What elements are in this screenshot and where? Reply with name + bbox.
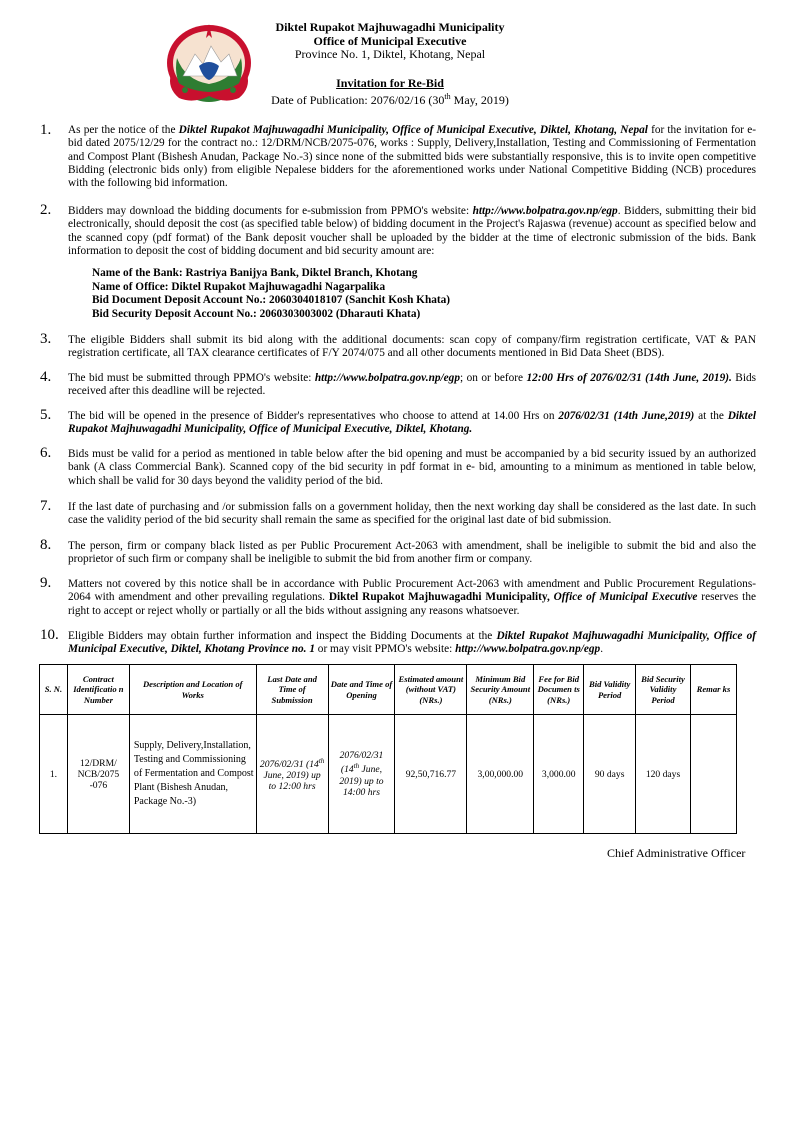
paragraph-5: [68, 410, 756, 437]
item-number-7: 7.: [40, 498, 52, 514]
cell-fee: 3,000.00: [534, 715, 584, 834]
address: Province No. 1, Diktel, Khotang, Nepal: [294, 47, 486, 61]
item-number-4: 4.: [40, 369, 52, 385]
p5-venue: Diktel Rupakot Majhuwagadhi Municipality, Office of Municipal Executive, Diktel, Khotang.: [68, 410, 756, 436]
p1-sep: ,: [386, 124, 393, 136]
bank-security-account: Bid Security Deposit Account No.: 2060303003002 (Dharauti Khata): [92, 307, 421, 320]
p1-text: As per the notice of the: [68, 124, 179, 136]
p1-office: Office of Municipal Executive, Diktel, Khotang, Nepal: [392, 124, 648, 136]
paragraph-6: Bids must be valid for a period as mentioned in table below after the bid opening and must be accompanied by a bid security issued by an authorized bank (A class Commercial Bank). Scanned copy of the bid security in pdf format in e- bid, amounting to a minimum as mentioned in table below, which shall be valid for 30 days beyond the validity period of the bid.: [68, 448, 756, 487]
p10-venue: Diktel Rupakot Majhuwagadhi Municipality, Office of Municipal Executive, Diktel, Khotang Province no. 1: [68, 630, 756, 656]
office-name: Office of Municipal Executive: [313, 33, 467, 48]
col-header: Description and Location of Works: [129, 665, 256, 715]
item-number-10: 10.: [40, 627, 59, 643]
col-header: Bid Validity Period: [584, 665, 636, 715]
table-row: [40, 715, 737, 834]
p1-text-2: for the invitation for e-bid dated 2075/12/29 for the contract no.: 12/DRM/NCB/2075-076, works : Supply, Delivery,Installation, Testing and Commissioning of Fermentation and Compost Plant (Bishesh Anudan, Package No.-3) since none of the submitted bids were substantially responsive, this is to invite open competitive Bidding (electronic bids only) from eligible Nepalese bidders for the aforementioned works under National Competitive Bidding (NCB) procedures with the following bid information.: [68, 124, 756, 190]
signature: Chief Administrative Officer: [607, 846, 746, 860]
paragraph-4: [68, 372, 756, 399]
p9-org: Diktel Rupakot Majhuwagadhi Municipality,: [328, 591, 554, 604]
notice-title: Invitation for Re-Bid: [336, 76, 444, 90]
p4-text-2: ; on or before: [459, 372, 527, 384]
paragraph-2: [68, 205, 756, 258]
pub-date-text: Date of Publication: 2076/02/16 (30: [271, 93, 445, 107]
paragraph-10: [68, 630, 756, 657]
cell-estimate: 92,50,716.77: [395, 715, 467, 834]
item-number-3: 3.: [40, 331, 52, 347]
cell-contract: 12/DRM/ NCB/2075 -076: [67, 715, 129, 834]
cell-validity: 90 days: [584, 715, 636, 834]
col-header: Date and Time of Opening: [328, 665, 395, 715]
p5-text-2: at the: [694, 410, 728, 422]
cell-security-validity: 120 days: [636, 715, 691, 834]
col-header: S. N.: [40, 665, 68, 715]
col-header: Remar ks: [690, 665, 736, 715]
item-number-8: 8.: [40, 537, 52, 553]
p2-link[interactable]: http://www.bolpatra.gov.np/egp: [472, 205, 618, 217]
letterhead: [230, 21, 550, 62]
opening-time: June, 2019) up to 14:00 hrs: [339, 764, 384, 798]
paragraph-9: [68, 578, 756, 618]
cell-opening: [328, 715, 395, 834]
paragraph-1: [68, 124, 756, 190]
cell-security: 3,00,000.00: [467, 715, 534, 834]
submission-date: 2076/02/31 (14: [259, 759, 319, 771]
p5-date: 2076/02/31 (14th June,2019): [558, 410, 695, 422]
submission-time: June, 2019) up to 12:00 hrs: [263, 770, 321, 793]
notice-title-block: [230, 76, 550, 107]
opening-sup: th: [353, 762, 360, 771]
p10-text-2: or may visit PPMO's website:: [314, 643, 456, 656]
col-header: Minimum Bid Security Amount (NRs.): [467, 665, 534, 715]
org-name: Diktel Rupakot Majhuwagadhi Municipality: [275, 20, 505, 34]
cell-submission: [256, 715, 328, 834]
paragraph-7: If the last date of purchasing and /or submission falls on a government holiday, then the next working day shall be considered as the last date. In such case the validity period of the bid security shall remain the same as specified for the original last date of bid submission.: [68, 501, 756, 527]
bank-office: Name of Office: Diktel Rupakot Majhuwagadhi Nagarpalika: [92, 280, 386, 293]
p4-deadline: 12:00 Hrs of 2076/02/31 (14th June, 2019).: [526, 372, 732, 384]
p10-end: .: [600, 643, 604, 656]
item-number-6: 6.: [40, 445, 52, 461]
p4-text: The bid must be submitted through PPMO's website:: [68, 372, 315, 384]
p5-text: The bid will be opened in the presence of Bidder's representatives who choose to attend at 14.00 Hrs on: [68, 410, 559, 422]
bid-table: [39, 664, 737, 834]
p9-text-2: reserves the right to accept or reject wholly or partially or all the bids without assigning any reasons whatsoever.: [68, 591, 756, 617]
col-header: Estimated amount (without VAT) (NRs.): [395, 665, 467, 715]
opening-date: 2076/02/31 (14: [339, 750, 384, 776]
bank-document-account: Bid Document Deposit Account No.: 2060304018107 (Sanchit Kosh Khata): [92, 294, 451, 307]
p2-text-2: . Bidders, submitting their bid electronically, should deposit the cost (as specified table below) of bidding document in the Project's Rajaswa (revenue) account as specified below and the scanned copy (pdf format) of the Bank deposit voucher shall be uploaded by the bidder at the time of electronic submission of the bids. Bank information to deposit the cost of bidding document and bid security amount are:: [68, 205, 756, 257]
col-header: Fee for Bid Documen ts (NRs.): [534, 665, 584, 715]
p9-office: Office of Municipal Executive: [553, 591, 698, 604]
cell-works: Supply, Delivery,Installation, Testing and Commissioning of Fermentation and Compost Plant (Bishesh Anudan, Package No.-3): [129, 715, 256, 834]
col-header: Contract Identificatio n Number: [67, 665, 129, 715]
p2-text: Bidders may download the bidding documents for e-submission from PPMO's website:: [68, 205, 473, 217]
p4-link[interactable]: http://www.bolpatra.gov.np/egp: [314, 372, 460, 384]
col-header: Last Date and Time of Submission: [256, 665, 328, 715]
p1-org: Diktel Rupakot Majhuwagadhi Municipality: [178, 124, 387, 136]
cell-remarks: [690, 715, 736, 834]
p10-text: Eligible Bidders may obtain further information and inspect the Bidding Documents at the: [68, 630, 497, 642]
item-number-9: 9.: [40, 575, 52, 591]
bank-name: Name of the Bank: Rastriya Banijya Bank, Diktel Branch, Khotang: [92, 267, 418, 279]
submission-sup: th: [318, 756, 325, 765]
col-header: Bid Security Validity Period: [636, 665, 691, 715]
p10-link[interactable]: http://www.bolpatra.gov.np/egp: [455, 643, 601, 656]
pub-date-sup: th: [444, 92, 451, 101]
p4-text-3: Bids received after this deadline will be rejected.: [68, 372, 757, 398]
pub-date-suffix: May, 2019): [450, 93, 509, 107]
paragraph-8: The person, firm or company black listed as per Public Procurement Act-2063 with amendment, shall be ineligible to submit the bid and also the proprietor of such firm or company shall be ineligible to submit the bid from another firm or company.: [68, 540, 756, 566]
table-header-row: [40, 665, 737, 715]
item-number-1: 1.: [40, 122, 52, 138]
p9-text: Matters not covered by this notice shall be in accordance with Public Procurement Act-2063 with amendment and Public Procurement Regulations- 2064 with amendment and other prevailing regulations.: [68, 578, 756, 604]
bank-info: [92, 267, 450, 321]
cell-sn: 1.: [40, 715, 68, 834]
paragraph-3: The eligible Bidders shall submit its bid along with the additional documents: scan copy of company/firm registration certificate, VAT & PAN registration certificate, all TAX clearance certificates of F/Y 2074/075 and all other documents mentioned in Bid Data Sheet (BDS).: [68, 334, 756, 360]
item-number-2: 2.: [40, 202, 52, 218]
item-number-5: 5.: [40, 407, 52, 423]
publication-date: [230, 90, 550, 107]
